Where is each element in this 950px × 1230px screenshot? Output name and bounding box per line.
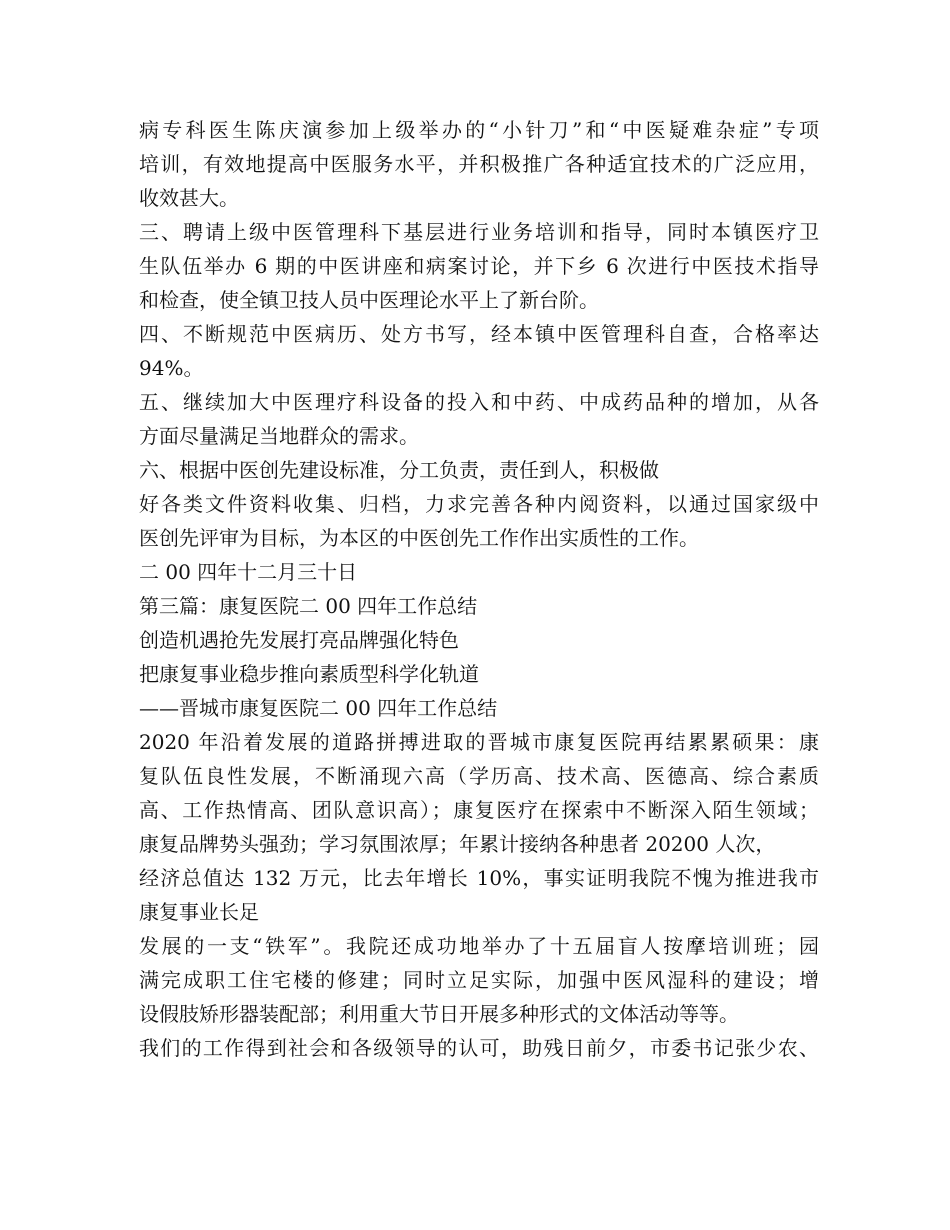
text-line: 94%。 — [139, 356, 204, 380]
text-line: 设假肢矫形器装配部；利用重大节日开展多种形式的文体活动等等。 — [139, 1002, 739, 1026]
text-line: 把康复事业稳步推向素质型科学化轨道 — [139, 662, 479, 686]
text-line: 复队伍良性发展，不断涌现六高（学历高、技术高、医德高、综合素质 — [139, 764, 819, 788]
text-line: 三、聘请上级中医管理科下基层进行业务培训和指导，同时本镇医疗卫 — [139, 220, 819, 244]
text-line: 病专科医生陈庆演参加上级举办的“小针刀”和“中医疑难杂症”专项 — [139, 118, 819, 142]
text-line: 好各类文件资料收集、归档，力求完善各种内阅资料，以通过国家级中 — [139, 492, 819, 516]
text-line: 经济总值达 132 万元，比去年增长 10%，事实证明我院不愧为推进我市 — [139, 866, 819, 890]
text-line: 医创先评审为目标，为本区的中医创先工作作出实质性的工作。 — [139, 526, 699, 550]
text-line: 六、根据中医创先建设标准，分工负责，责任到人，积极做 — [139, 458, 659, 482]
text-line: 2020 年沿着发展的道路拼搏进取的晋城市康复医院再结累累硕果：康 — [139, 730, 819, 754]
text-line: 创造机遇抢先发展打亮品牌强化特色 — [139, 628, 459, 652]
text-line: 发展的一支“铁军”。我院还成功地举办了十五届盲人按摩培训班；园 — [139, 934, 819, 958]
text-line: 培训，有效地提高中医服务水平，并积极推广各种适宜技术的广泛应用， — [139, 152, 819, 176]
text-line: 生队伍举办 6 期的中医讲座和病案讨论，并下乡 6 次进行中医技术指导 — [139, 254, 819, 278]
text-line: 五、继续加大中医理疗科设备的投入和中药、中成药品种的增加，从各 — [139, 390, 819, 414]
text-line: 和检查，使全镇卫技人员中医理论水平上了新台阶。 — [139, 288, 599, 312]
text-line: 方面尽量满足当地群众的需求。 — [139, 424, 419, 448]
text-line: 我们的工作得到社会和各级领导的认可，助残日前夕，市委书记张少农、 — [139, 1036, 819, 1060]
text-line: 第三篇：康复医院二 00 四年工作总结 — [139, 594, 478, 618]
document-body — [139, 113, 819, 1065]
text-line: 康复品牌势头强劲；学习氛围浓厚；年累计接纳各种患者 20200 人次， — [139, 832, 776, 856]
text-line: 满完成职工住宅楼的修建；同时立足实际，加强中医风湿科的建设；增 — [139, 968, 819, 992]
text-line: 收效甚大。 — [139, 186, 239, 210]
text-line: 四、不断规范中医病历、处方书写，经本镇中医管理科自查，合格率达 — [139, 322, 819, 346]
text-line: ——晋城市康复医院二 00 四年工作总结 — [139, 696, 498, 720]
text-line: 高、工作热情高、团队意识高）；康复医疗在探索中不断深入陌生领域； — [139, 798, 819, 822]
text-line: 二 00 四年十二月三十日 — [139, 560, 358, 584]
text-line: 康复事业长足 — [139, 900, 259, 924]
